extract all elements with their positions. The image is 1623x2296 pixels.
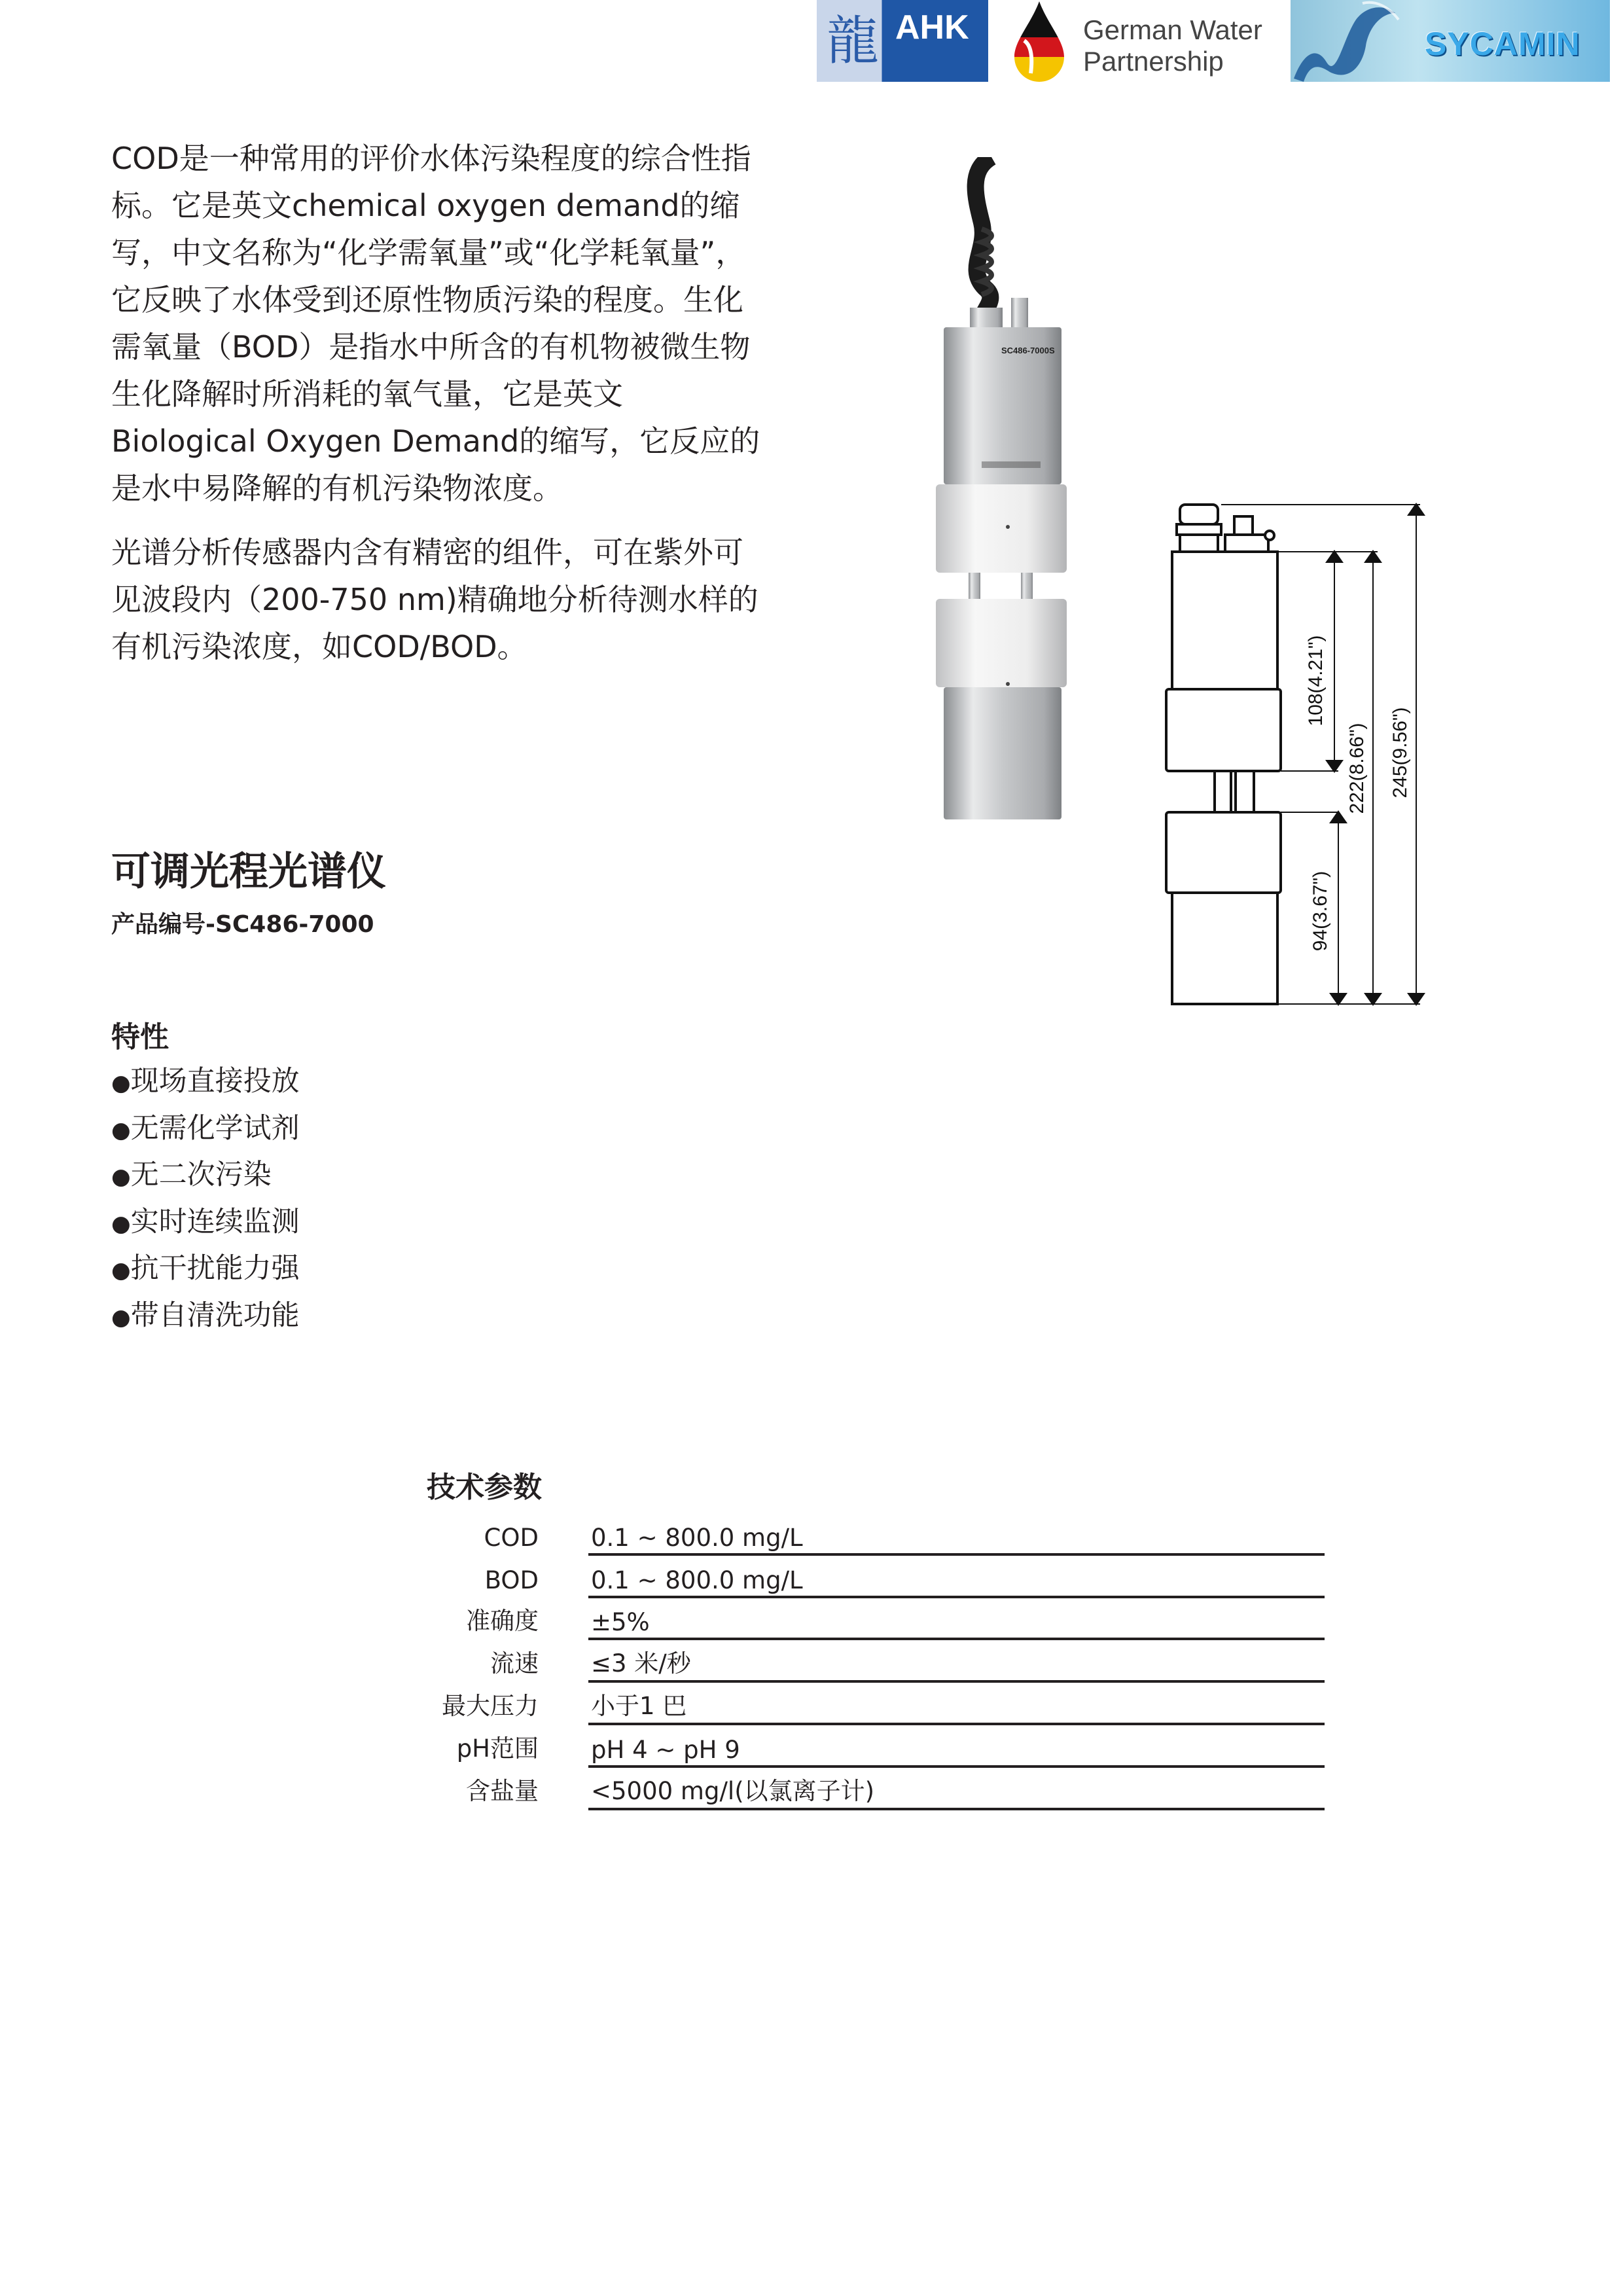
dim-total-label: 245(9.56") [1389,707,1411,798]
spec-row [393,1598,1325,1640]
spec-row [393,1514,1325,1556]
spec-label: 流速 [490,1649,539,1677]
spec-value: 0.1 ~ 800.0 mg/L [591,1524,803,1552]
flag-drop-icon [1011,1,1067,82]
spec-label: COD [484,1524,539,1552]
sycamin-logo [1291,0,1610,82]
product-code: 产品编号-SC486-7000 [111,911,374,938]
spec-row [393,1768,1325,1810]
features-heading: 特性 [111,1020,169,1054]
specs-heading: 技术参数 [427,1471,542,1504]
german-water-partnership-logo [1010,0,1278,82]
sycamin-logo-text: SYCAMIN [1425,26,1580,62]
photo-model-label: SC486-7000S [1001,346,1055,355]
spec-label: BOD [484,1566,539,1594]
dim-upper-label: 108(4.21") [1305,635,1327,726]
dim-lower-label: 94(3.67") [1310,870,1331,952]
feature-item: ● 实时连续监测 [111,1200,300,1247]
product-photo [929,157,1080,825]
row-divider [588,1808,1325,1810]
dimension-drawing [1152,497,1440,1014]
dragon-icon: 龍 [827,10,879,71]
ahk-logo-text: AHK [895,9,969,46]
spec-value: ±5% [591,1608,650,1636]
row-divider [588,1553,1325,1556]
spec-value: 0.1 ~ 800.0 mg/L [591,1566,803,1594]
feature-item: ● 现场直接投放 [111,1059,300,1106]
intro-paragraph-1: COD是一种常用的评价水体污染程度的综合性指标。它是英文chemical oxygen demand的缩写，中文名称为“化学需氧量”或“化学耗氧量”，它反映了水体受到还原性物质污染的程度。生化需氧量（BOD）是指水中所含的有机物被微生物生化降解时所消耗的氧气量，它是英文Biological Oxygen Demand的缩写，它反应的是水中易降解的有机污染物浓度。 [111,141,760,506]
spec-row [393,1641,1325,1683]
spec-label: 最大压力 [442,1692,539,1720]
row-divider [588,1765,1325,1768]
gwp-line2: Partnership [1083,46,1224,77]
spec-label: pH范围 [456,1734,539,1763]
product-title: 可调光程光谱仪 [111,849,386,895]
spec-value: pH 4 ~ pH 9 [591,1736,740,1764]
spec-row [393,1683,1325,1725]
spec-value: 小于1 巴 [591,1692,687,1720]
spec-row [393,1556,1325,1598]
ahk-logo [817,0,988,82]
spec-value: ≤3 米/秒 [591,1649,691,1677]
row-divider [588,1680,1325,1683]
row-divider [588,1638,1325,1640]
water-splash-icon [1291,0,1415,82]
features-list [111,1059,300,1340]
spec-value: <5000 mg/l(以氯离子计) [591,1777,875,1805]
sensor-outline [1166,505,1281,1004]
feature-item: ● 抗干扰能力强 [111,1246,300,1293]
gwp-line1: German Water [1083,14,1262,45]
spec-label: 含盐量 [466,1777,539,1805]
feature-item: ● 无需化学试剂 [111,1106,300,1153]
spec-label: 准确度 [466,1607,539,1635]
feature-item: ● 带自清洗功能 [111,1293,300,1340]
dim-mid-label: 222(8.66") [1346,723,1368,814]
spec-row [393,1726,1325,1768]
intro-paragraph-2: 光谱分析传感器内含有精密的组件，可在紫外可见波段内（200-750 nm)精确地分析待测水样的有机污染浓度，如COD/BOD。 [111,535,758,664]
row-divider [588,1723,1325,1725]
feature-item: ● 无二次污染 [111,1153,300,1200]
